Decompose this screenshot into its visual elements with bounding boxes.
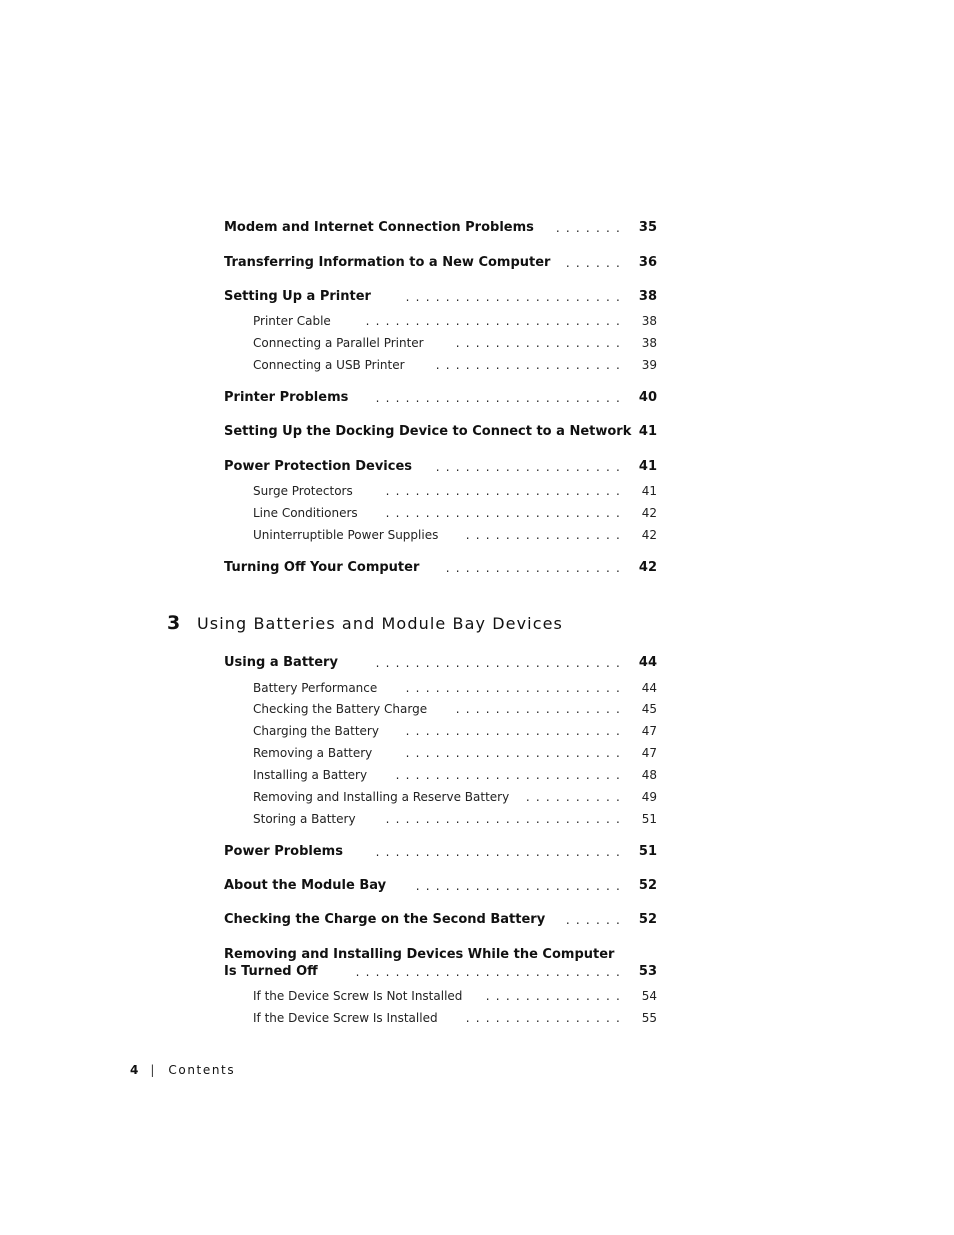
toc-entry[interactable] — [0, 876, 954, 896]
toc-entry[interactable] — [0, 253, 954, 273]
footer-section-name: Contents — [168, 1063, 236, 1077]
dot-leader: ....................... — [395, 768, 626, 782]
dot-leader: ...... — [565, 256, 626, 270]
toc-entry-title: Modem and Internet Connection Problems — [224, 220, 534, 235]
toc-page-number: 41 — [638, 459, 657, 474]
toc-entry[interactable] — [0, 422, 954, 442]
toc-page-number: 51 — [641, 812, 657, 826]
chapter-number: 3 — [167, 612, 181, 634]
toc-entry-title: Removing and Installing a Reserve Battery — [253, 790, 510, 804]
toc-page-number: 41 — [641, 484, 657, 498]
footer-separator: | — [150, 1063, 155, 1077]
toc-entry-title: Power Problems — [224, 844, 343, 859]
toc-entry-title: Printer Cable — [253, 314, 331, 328]
dot-leader: ................ — [465, 1011, 626, 1025]
footer-page-number: 4 — [130, 1063, 139, 1077]
toc-page-number: 51 — [638, 844, 657, 859]
toc-entry[interactable] — [0, 653, 954, 673]
chapter-title: Using Batteries and Module Bay Devices — [197, 614, 563, 633]
toc-subentry[interactable] — [0, 503, 954, 523]
dot-leader: .................. — [445, 561, 626, 575]
toc-page-number: 41 — [638, 424, 657, 439]
toc-entry-title: Storing a Battery — [253, 812, 356, 826]
dot-leader: ...................... — [405, 746, 626, 760]
toc-entry[interactable] — [0, 842, 954, 862]
toc-subentry[interactable] — [0, 721, 954, 741]
toc-subentry[interactable] — [0, 525, 954, 545]
dot-leader: ........................... — [355, 965, 626, 979]
toc-page-number: 54 — [641, 989, 657, 1003]
toc-entry-title: Turning Off Your Computer — [224, 560, 420, 575]
toc-page-number: 36 — [638, 255, 657, 270]
toc-page-number: 53 — [638, 964, 657, 979]
toc-subentry[interactable] — [0, 333, 954, 353]
toc-page-number: 52 — [638, 912, 657, 927]
dot-leader: .......................... — [365, 314, 626, 328]
toc-page-number: 38 — [638, 289, 657, 304]
dot-leader: ..................... — [415, 879, 626, 893]
toc-page-number: 39 — [641, 358, 657, 372]
toc-entry-title-line[interactable]: Removing and Installing Devices While the Computer — [224, 947, 615, 962]
dot-leader: ......................... — [375, 845, 626, 859]
toc-entry-title: Connecting a Parallel Printer — [253, 336, 424, 350]
toc-entry-title: Removing a Battery — [253, 746, 373, 760]
toc-page-number: 38 — [641, 314, 657, 328]
toc-page-number: 42 — [641, 528, 657, 542]
dot-leader: ...... — [565, 913, 626, 927]
toc-subentry[interactable] — [0, 765, 954, 785]
toc-entry-title: Setting Up the Docking Device to Connect to a Network — [224, 424, 632, 439]
toc-entry-title: Battery Performance — [253, 681, 378, 695]
toc-subentry[interactable] — [0, 481, 954, 501]
toc-entry-title: Setting Up a Printer — [224, 289, 371, 304]
toc-page-number: 38 — [641, 336, 657, 350]
toc-page-number: 47 — [641, 724, 657, 738]
toc-subentry[interactable] — [0, 1008, 954, 1028]
toc-page-number: 44 — [641, 681, 657, 695]
toc-subentry[interactable] — [0, 809, 954, 829]
toc-entry[interactable] — [0, 457, 954, 477]
toc-page-number: 35 — [638, 220, 657, 235]
dot-leader: ...................... — [405, 290, 626, 304]
toc-entry[interactable] — [0, 218, 954, 238]
toc-entry-title: Surge Protectors — [253, 484, 353, 498]
toc-entry-title: Line Conditioners — [253, 506, 358, 520]
toc-subentry[interactable] — [0, 678, 954, 698]
dot-leader: ................... — [435, 358, 626, 372]
dot-leader: ......................... — [375, 656, 626, 670]
toc-subentry[interactable] — [0, 355, 954, 375]
toc-page-number: 48 — [641, 768, 657, 782]
toc-entry-title: If the Device Screw Is Installed — [253, 1011, 438, 1025]
toc-entry-title: About the Module Bay — [224, 878, 387, 893]
toc-subentry[interactable] — [0, 699, 954, 719]
dot-leader: ................. — [455, 702, 626, 716]
toc-entry-title: Uninterruptible Power Supplies — [253, 528, 439, 542]
toc-entry-title: If the Device Screw Is Not Installed — [253, 989, 463, 1003]
toc-subentry[interactable] — [0, 986, 954, 1006]
page-footer — [130, 1060, 235, 1080]
dot-leader: .............. — [485, 989, 626, 1003]
dot-leader: ......................... — [375, 391, 626, 405]
toc-entry[interactable] — [0, 558, 954, 578]
dot-leader: ................... — [435, 460, 626, 474]
toc-entry-title: Is Turned Off — [224, 964, 318, 979]
toc-page-number: 55 — [641, 1011, 657, 1025]
dot-leader: ....... — [555, 221, 626, 235]
toc-entry-title: Printer Problems — [224, 390, 349, 405]
dot-leader: ................ — [465, 528, 626, 542]
toc-page-number: 47 — [641, 746, 657, 760]
dot-leader: ...................... — [405, 724, 626, 738]
toc-entry[interactable] — [0, 910, 954, 930]
toc-subentry[interactable] — [0, 311, 954, 331]
toc-page-number: 52 — [638, 878, 657, 893]
dot-leader: ........................ — [385, 812, 626, 826]
toc-entry-title: Charging the Battery — [253, 724, 379, 738]
toc-page-number: 40 — [638, 390, 657, 405]
toc-page-number: 44 — [638, 655, 657, 670]
toc-page-number: 45 — [641, 702, 657, 716]
chapter-heading — [167, 612, 563, 640]
toc-entry-title: Transferring Information to a New Computer — [224, 255, 551, 270]
toc-page-number: 42 — [638, 560, 657, 575]
toc-entry[interactable] — [0, 287, 954, 307]
dot-leader: .......... — [525, 790, 626, 804]
toc-page-number: 49 — [641, 790, 657, 804]
toc-entry-title: Installing a Battery — [253, 768, 368, 782]
toc-entry-title: Checking the Charge on the Second Battery — [224, 912, 546, 927]
toc-entry-title: Checking the Battery Charge — [253, 702, 428, 716]
dot-leader: ................. — [455, 336, 626, 350]
toc-page-number: 42 — [641, 506, 657, 520]
toc-entry[interactable] — [0, 962, 954, 982]
dot-leader: ........................ — [385, 506, 626, 520]
toc-entry-title: Using a Battery — [224, 655, 338, 670]
dot-leader: ...................... — [405, 681, 626, 695]
toc-entry-title: Connecting a USB Printer — [253, 358, 405, 372]
toc-entry[interactable] — [0, 388, 954, 408]
toc-subentry[interactable] — [0, 787, 954, 807]
toc-subentry[interactable] — [0, 743, 954, 763]
toc-entry-title: Power Protection Devices — [224, 459, 413, 474]
dot-leader: ........................ — [385, 484, 626, 498]
